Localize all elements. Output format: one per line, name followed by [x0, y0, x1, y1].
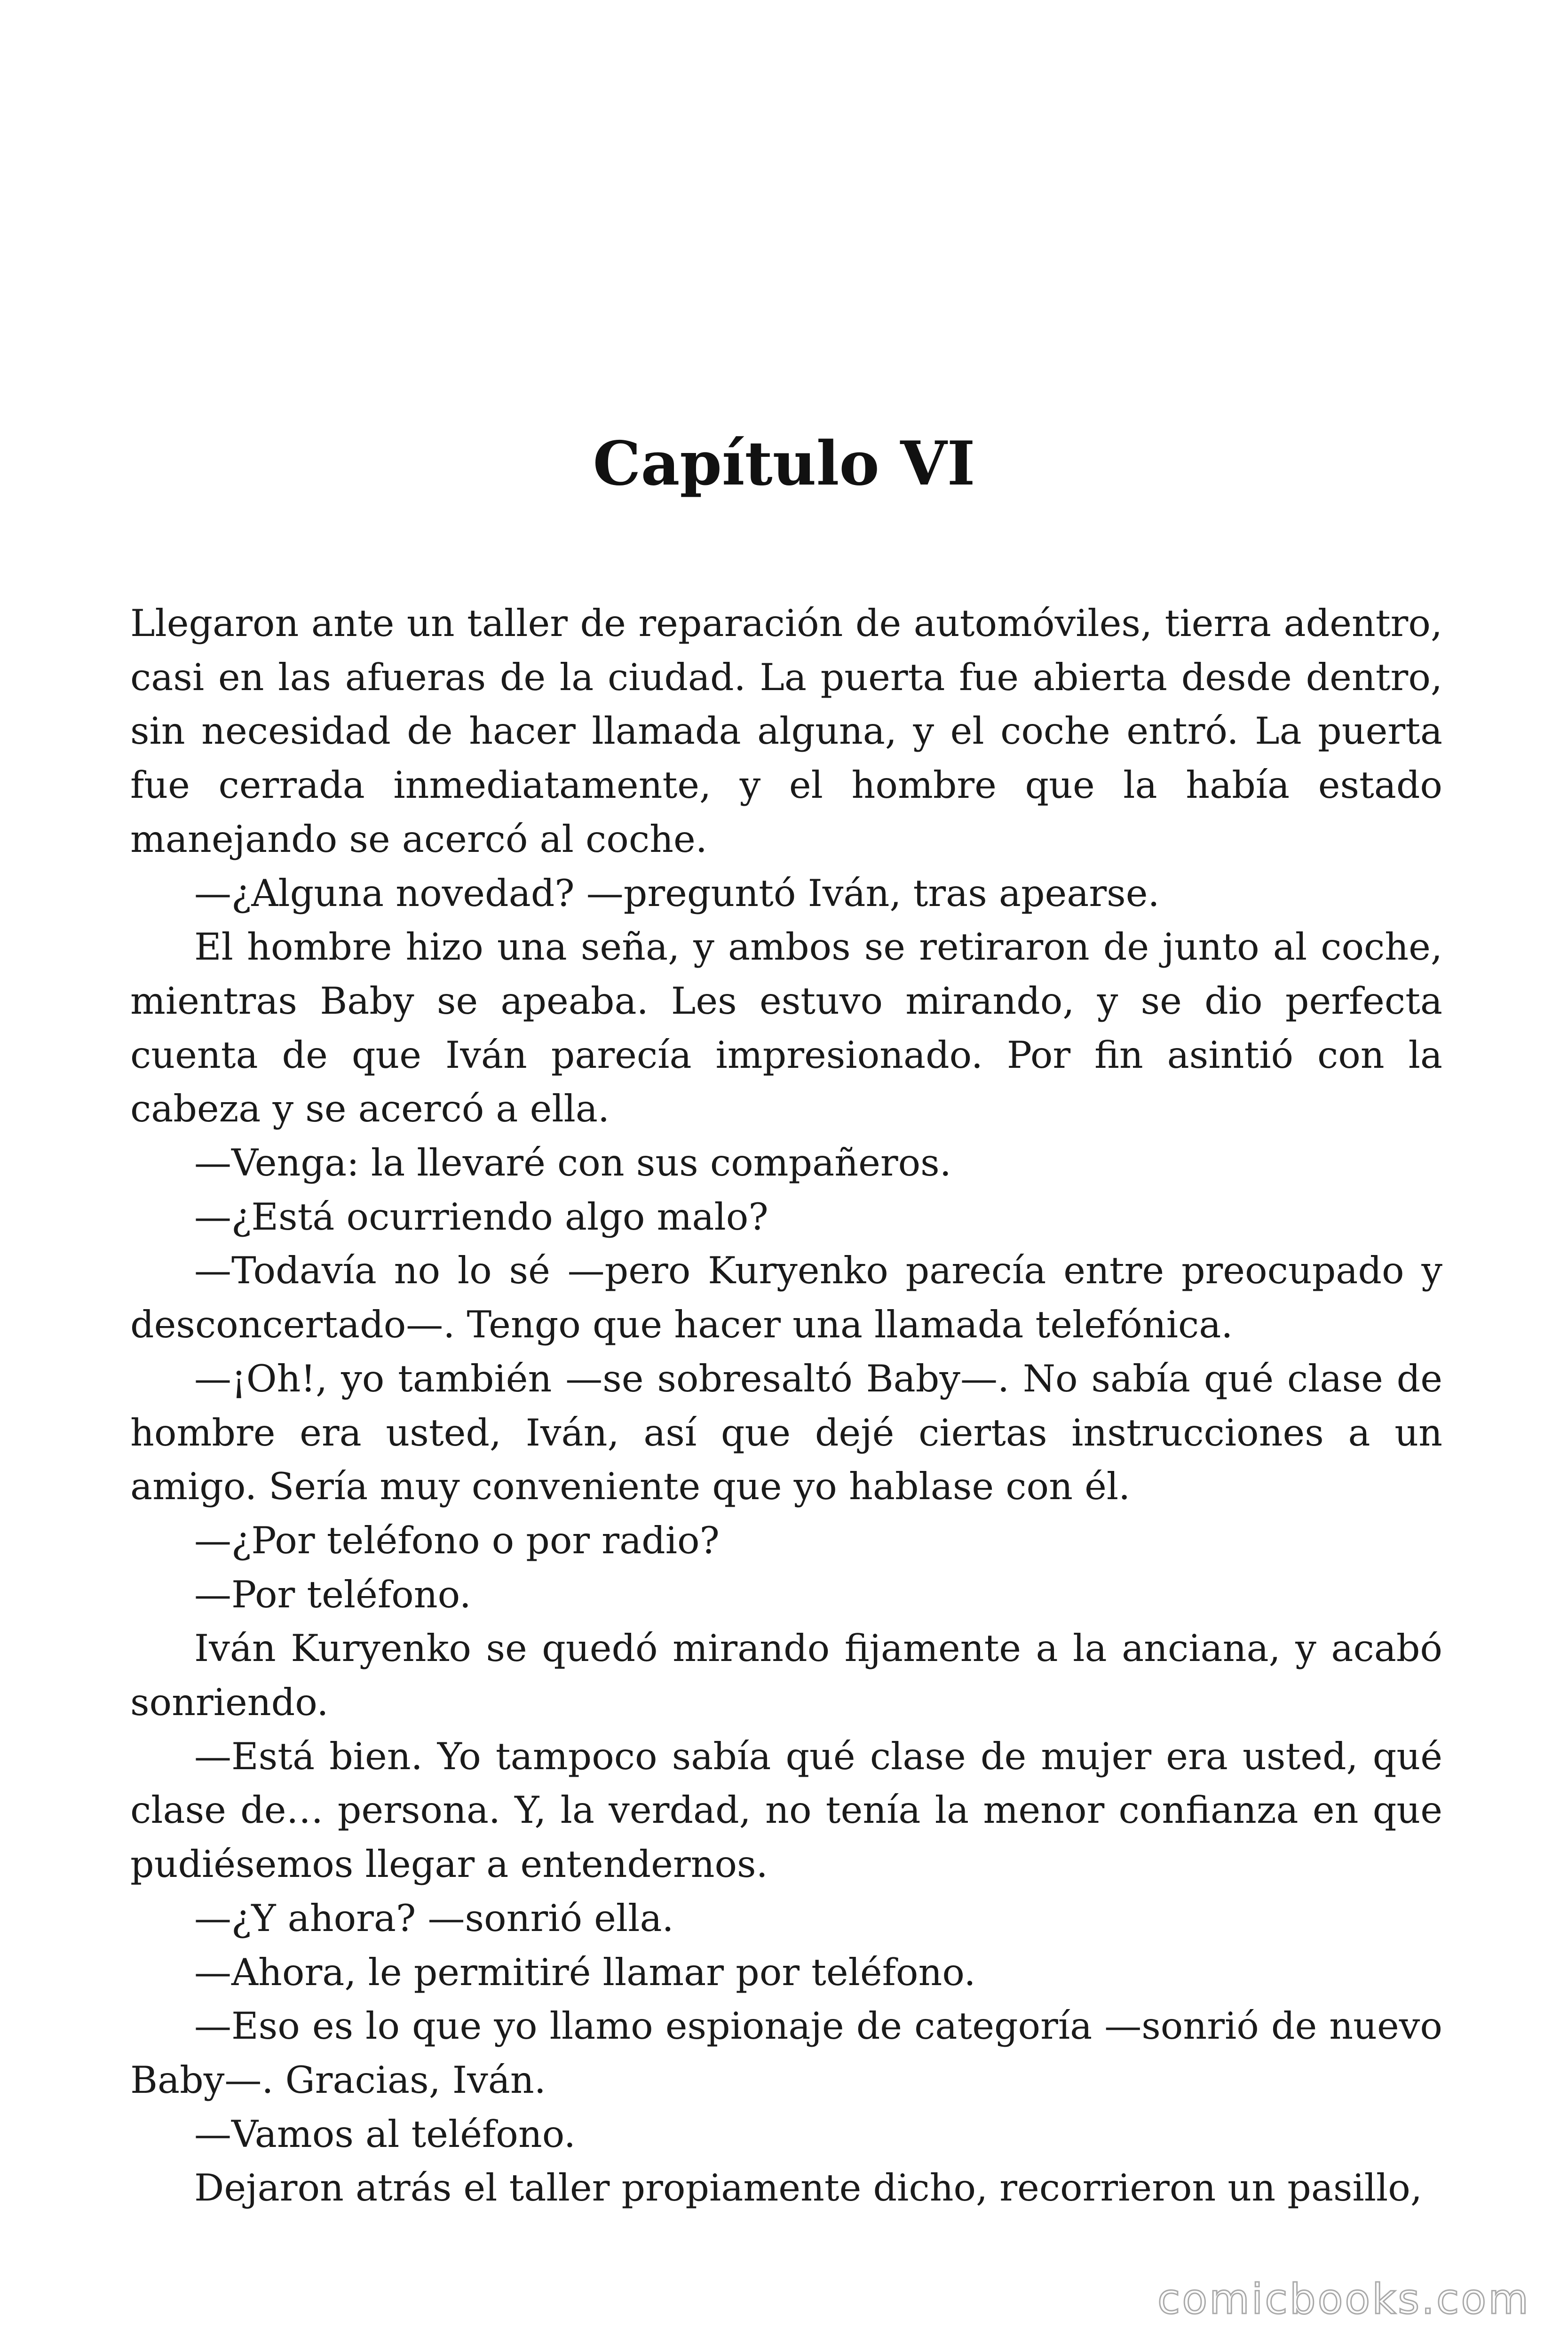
- paragraph: —Vamos al teléfono.: [194, 2112, 576, 2156]
- paragraph: Dejaron atrás el taller propiamente dicho, recorrieron un pasillo,: [194, 2166, 1422, 2210]
- paragraph: Iván Kuryenko se quedó mirando fijamente a la anciana, y acabó sonriendo.: [130, 1627, 1442, 1724]
- paragraph: —Por teléfono.: [194, 1573, 471, 1616]
- paragraph: —Todavía no lo sé —pero Kuryenko parecía entre preocupado y desconcertado—. Tengo que hacer una llamada telefónica.: [130, 1249, 1442, 1347]
- paragraph: —Ahora, le permitiré llamar por teléfono.: [194, 1950, 976, 1994]
- paragraph: —Eso es lo que yo llamo espionaje de categoría —sonrió de nuevo Baby—. Gracias, Iván.: [130, 2004, 1442, 2102]
- paragraph: —¿Alguna novedad? —preguntó Iván, tras apearse.: [194, 871, 1160, 915]
- chapter-title: Capítulo VI: [593, 428, 975, 499]
- paragraph: —¿Está ocurriendo algo malo?: [194, 1195, 768, 1239]
- chapter-body: [130, 596, 1442, 2215]
- paragraph: —Venga: la llevaré con sus compañeros.: [194, 1141, 951, 1185]
- paragraph: —¿Y ahora? —sonrió ella.: [194, 1896, 674, 1940]
- paragraph: El hombre hizo una seña, y ambos se retiraron de junto al coche, mientras Baby se apeaba. Les estuvo mirando, y se dio perfecta cuenta de que Iván parecía impresionado. Por fin asintió con la cabeza y se acercó a ella.: [130, 925, 1442, 1131]
- paragraph: —¡Oh!, yo también —se sobresaltó Baby—. No sabía qué clase de hombre era usted, Iván, así que dejé ciertas instrucciones a un amigo. Sería muy conveniente que yo hablase con él.: [130, 1357, 1442, 1509]
- watermark: comicbooks.com: [1157, 2275, 1530, 2323]
- paragraph: Llegaron ante un taller de reparación de automóviles, tierra adentro, casi en las afueras de la ciudad. La puerta fue abierta desde dentro, sin necesidad de hacer llamada alguna, y el coche entró. La puerta fue cerrada inmediatamente, y el hombre que la había estado manejando se acercó al coche.: [130, 602, 1442, 861]
- paragraph: —¿Por teléfono o por radio?: [194, 1518, 720, 1562]
- paragraph: —Está bien. Yo tampoco sabía qué clase de mujer era usted, qué clase de… persona. Y, la verdad, no tenía la menor confianza en que pudiésemos llegar a entendernos.: [130, 1734, 1442, 1886]
